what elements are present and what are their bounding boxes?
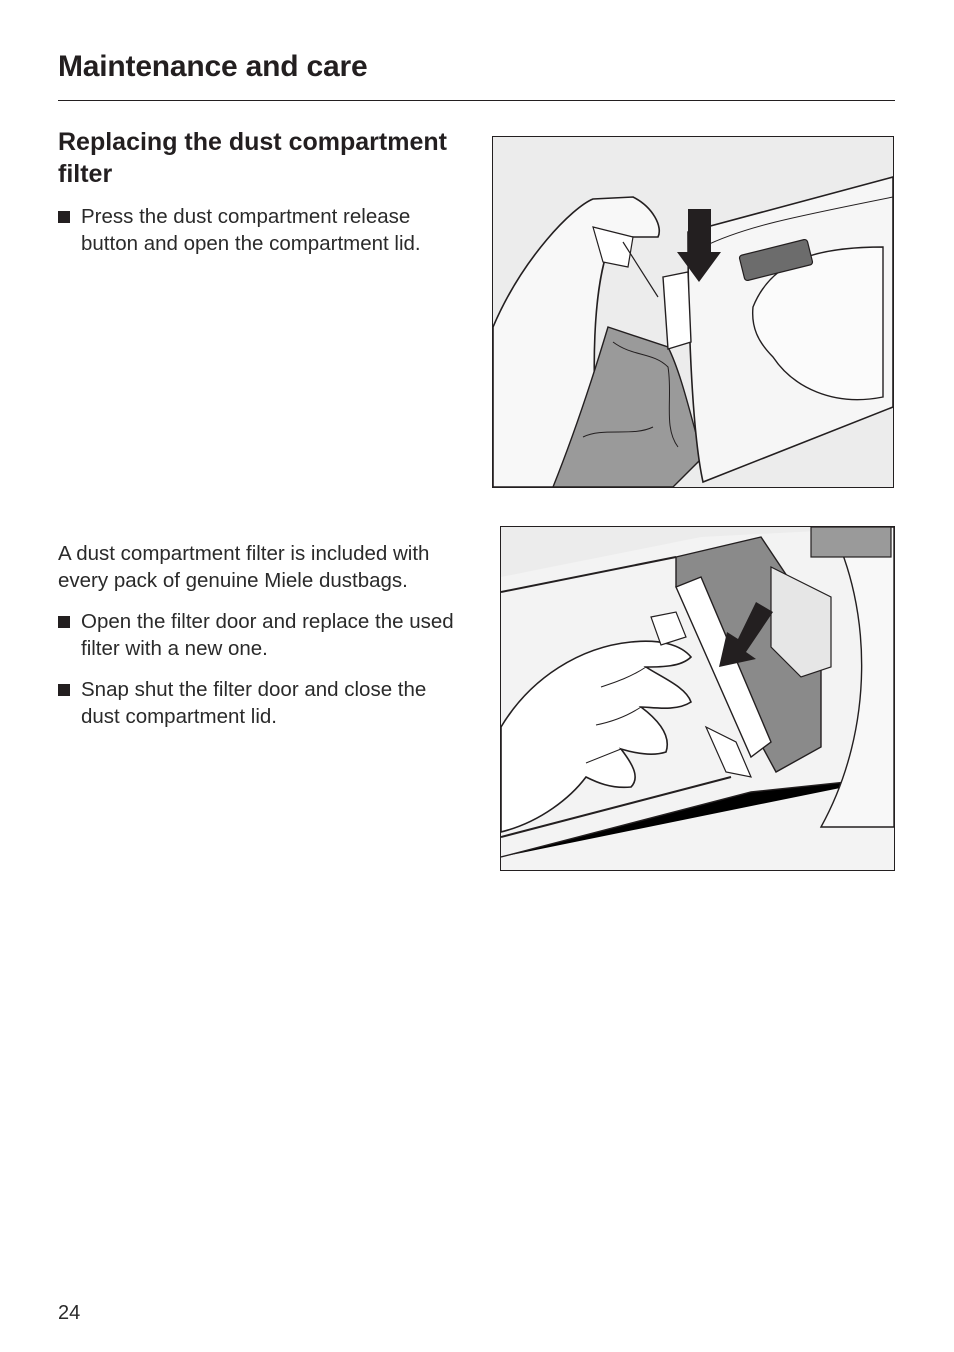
page-number: 24	[58, 1302, 81, 1324]
section-heading: Replacing the dust compartment filter	[58, 128, 447, 188]
step-list-1	[58, 203, 458, 257]
page-title: Maintenance and care	[58, 50, 368, 83]
figure-open-lid	[492, 136, 894, 488]
instruction-block	[58, 540, 458, 744]
filter-replacement-illustration	[501, 527, 894, 870]
step-item: Open the filter door and replace the used filter with a new one.	[58, 608, 458, 662]
step-item: Press the dust compartment release button and open the compartment lid.	[58, 203, 458, 257]
header-divider	[58, 100, 895, 101]
figure-replace-filter	[500, 526, 895, 871]
vacuum-lid-release-illustration	[493, 137, 893, 487]
intro-paragraph: A dust compartment filter is included with every pack of genuine Miele dustbags.	[58, 542, 430, 592]
step-item: Snap shut the filter door and close the dust compartment lid.	[58, 676, 458, 730]
